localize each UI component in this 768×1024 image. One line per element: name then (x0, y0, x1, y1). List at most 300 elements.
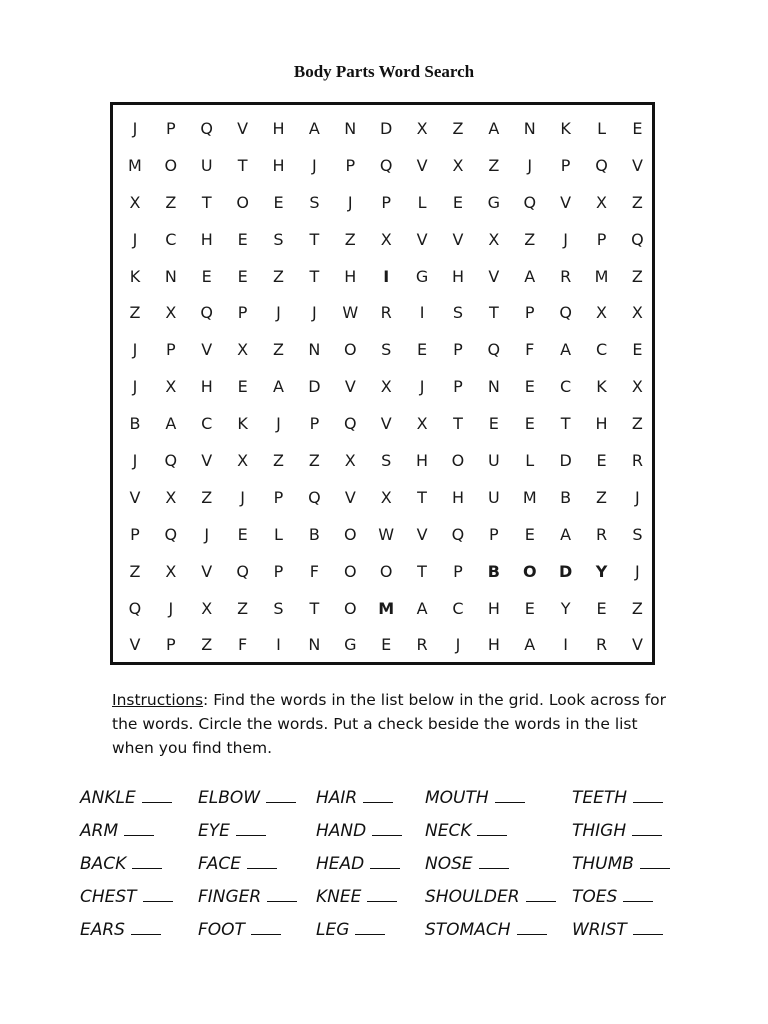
check-blank[interactable] (132, 854, 162, 869)
grid-letter[interactable]: X (165, 377, 177, 397)
grid-letter[interactable]: J (419, 377, 425, 397)
grid-letter[interactable]: Q (164, 450, 178, 470)
check-blank[interactable] (477, 821, 507, 836)
grid-letter[interactable]: P (453, 377, 463, 397)
check-blank[interactable] (355, 920, 385, 935)
grid-letter[interactable]: L (274, 524, 283, 544)
grid-letter[interactable]: F (309, 561, 319, 581)
grid-letter[interactable]: S (273, 598, 284, 618)
grid-letter[interactable]: Y (595, 561, 608, 581)
grid-letter[interactable]: H (200, 229, 213, 249)
word-list-item (572, 854, 670, 874)
grid-letter[interactable]: X (380, 487, 392, 507)
grid-letter[interactable]: R (380, 303, 392, 323)
check-blank[interactable] (142, 788, 172, 803)
grid-letter[interactable]: N (487, 377, 500, 397)
grid-letter[interactable]: E (596, 598, 607, 618)
grid-letter[interactable]: X (237, 340, 249, 360)
grid-letter[interactable]: H (200, 377, 213, 397)
grid-letter[interactable]: Z (201, 635, 213, 655)
grid-letter[interactable]: P (453, 340, 463, 360)
word-list-item (316, 821, 402, 841)
grid-letter[interactable]: H (451, 266, 464, 286)
grid-letter[interactable]: Q (595, 155, 608, 175)
grid-letter[interactable]: Z (524, 229, 536, 249)
grid-letter[interactable]: P (166, 118, 176, 138)
check-blank[interactable] (495, 788, 525, 803)
check-blank[interactable] (370, 854, 400, 869)
grid-letter[interactable]: X (237, 450, 249, 470)
grid-letter[interactable]: Q (128, 598, 142, 618)
grid-letter[interactable]: Z (308, 450, 320, 470)
grid-letter[interactable]: N (164, 266, 177, 286)
grid-letter[interactable]: J (635, 487, 640, 507)
grid-letter[interactable]: J (240, 487, 245, 507)
grid-letter[interactable]: X (165, 487, 177, 507)
grid-letter[interactable]: J (563, 229, 568, 249)
check-blank[interactable] (124, 821, 154, 836)
word-list-item (198, 788, 296, 808)
grid-letter[interactable]: H (487, 598, 500, 618)
grid-letter[interactable]: Z (631, 598, 643, 618)
grid-letter[interactable]: Z (452, 118, 464, 138)
grid-letter[interactable]: J (312, 303, 317, 323)
check-blank[interactable] (363, 788, 393, 803)
grid-letter[interactable]: Z (631, 192, 643, 212)
grid-letter[interactable]: A (524, 635, 536, 655)
check-blank[interactable] (266, 788, 296, 803)
grid-letter[interactable]: X (488, 229, 500, 249)
word-list-item (80, 920, 161, 940)
grid-letter[interactable]: R (416, 635, 428, 655)
grid-letter[interactable]: T (237, 155, 248, 175)
instructions-label: Instructions (112, 691, 204, 709)
grid-letter[interactable]: O (343, 598, 357, 618)
grid-letter[interactable]: P (130, 524, 140, 544)
grid-letter[interactable]: P (273, 561, 284, 581)
word-label: NOSE (425, 854, 473, 874)
grid-letter[interactable]: M (128, 155, 142, 175)
grid-letter[interactable]: E (524, 414, 535, 434)
grid-letter[interactable]: D (380, 118, 393, 138)
grid-letter[interactable]: I (563, 635, 568, 655)
grid-letter[interactable]: S (632, 524, 643, 544)
grid-letter[interactable]: B (129, 414, 141, 434)
grid-letter[interactable]: N (344, 118, 357, 138)
grid-letter[interactable]: E (524, 598, 535, 618)
grid-letter[interactable]: V (488, 266, 500, 286)
grid-letter[interactable]: P (381, 192, 391, 212)
grid-letter[interactable]: G (344, 635, 357, 655)
grid-letter[interactable]: Q (631, 229, 644, 249)
word-list-item (316, 920, 385, 940)
word-list-item (80, 887, 173, 907)
check-blank[interactable] (367, 887, 397, 902)
grid-letter[interactable]: E (381, 635, 392, 655)
grid-letter[interactable]: R (631, 450, 643, 470)
grid-letter[interactable]: C (201, 414, 213, 434)
word-label: FINGER (198, 887, 262, 907)
grid-letter[interactable]: Z (273, 340, 284, 360)
grid-letter[interactable]: H (416, 450, 429, 470)
grid-letter[interactable]: O (343, 524, 357, 544)
grid-letter[interactable]: E (417, 340, 428, 360)
word-list-item (316, 854, 400, 874)
grid-letter[interactable]: I (419, 303, 425, 323)
grid-letter[interactable]: J (635, 561, 640, 581)
grid-letter[interactable]: E (488, 414, 499, 434)
grid-letter[interactable]: H (487, 635, 500, 655)
word-list-item (80, 854, 162, 874)
grid-letter[interactable]: X (165, 303, 177, 323)
grid-letter[interactable]: E (632, 340, 643, 360)
grid-letter[interactable]: G (487, 192, 501, 212)
grid-letter[interactable]: V (237, 118, 249, 138)
grid-letter[interactable]: S (309, 192, 320, 212)
check-blank[interactable] (131, 920, 161, 935)
grid-letter[interactable]: P (489, 524, 499, 544)
grid-letter[interactable]: O (522, 561, 537, 581)
grid-letter[interactable]: A (308, 118, 320, 138)
grid-letter[interactable]: P (309, 414, 320, 434)
grid-letter[interactable]: E (452, 192, 464, 212)
grid-letter[interactable]: Z (596, 487, 607, 507)
grid-letter[interactable]: T (488, 303, 499, 323)
grid-letter[interactable]: A (165, 414, 177, 434)
grid-letter[interactable]: J (132, 340, 138, 360)
grid-letter[interactable]: T (309, 598, 320, 618)
grid-letter[interactable]: P (166, 340, 176, 360)
grid-letter[interactable]: X (380, 377, 392, 397)
grid-letter[interactable]: P (453, 561, 463, 581)
grid-letter[interactable]: V (416, 155, 428, 175)
word-label: LEG (316, 920, 350, 940)
grid-letter[interactable]: J (276, 303, 281, 323)
grid-letter[interactable]: C (452, 598, 464, 618)
word-label: BACK (80, 854, 127, 874)
check-blank[interactable] (236, 821, 266, 836)
word-label: EARS (80, 920, 125, 940)
grid-letter[interactable]: S (452, 303, 464, 323)
grid-letter[interactable]: P (166, 635, 176, 655)
grid-letter[interactable]: J (132, 118, 138, 138)
grid-letter[interactable]: P (273, 487, 284, 507)
grid-letter[interactable]: J (276, 414, 281, 434)
word-list-item (198, 887, 297, 907)
word-list-item (316, 788, 393, 808)
word-label: FOOT (198, 920, 245, 940)
grid-letter[interactable]: U (487, 487, 500, 507)
grid-letter[interactable]: K (129, 266, 141, 286)
word-label: ELBOW (198, 788, 261, 808)
word-label: TOES (572, 887, 618, 907)
word-list-item (425, 788, 525, 808)
grid-letter[interactable]: J (168, 598, 174, 618)
word-label: CHEST (80, 887, 137, 907)
grid-letter[interactable]: O (164, 155, 178, 175)
grid-letter[interactable]: X (596, 303, 607, 323)
check-blank[interactable] (633, 920, 663, 935)
word-label: MOUTH (425, 788, 489, 808)
grid-letter[interactable]: N (523, 118, 536, 138)
grid-letter[interactable]: E (237, 266, 248, 286)
grid-letter[interactable]: S (273, 229, 284, 249)
grid-letter[interactable]: D (308, 377, 321, 397)
word-label: STOMACH (425, 920, 511, 940)
grid-letter[interactable]: J (455, 635, 461, 655)
grid-letter[interactable]: X (344, 450, 356, 470)
grid-letter[interactable]: F (525, 340, 535, 360)
grid-letter[interactable]: Q (343, 414, 357, 434)
grid-letter[interactable]: Q (451, 524, 465, 544)
grid-letter[interactable]: V (344, 487, 356, 507)
grid-letter[interactable]: X (416, 414, 428, 434)
grid-letter[interactable]: V (452, 229, 464, 249)
grid-letter[interactable]: P (596, 229, 607, 249)
grid-letter[interactable]: S (381, 450, 392, 470)
grid-letter[interactable]: J (132, 450, 138, 470)
grid-letter[interactable]: V (560, 192, 572, 212)
grid-letter[interactable]: B (308, 524, 320, 544)
grid-letter[interactable]: T (201, 192, 212, 212)
grid-letter[interactable]: M (522, 487, 537, 507)
check-blank[interactable] (267, 887, 297, 902)
grid-letter[interactable]: S (381, 340, 392, 360)
word-list-item (198, 854, 277, 874)
grid-letter[interactable]: H (451, 487, 464, 507)
grid-letter[interactable]: Q (200, 303, 214, 323)
check-blank[interactable] (247, 854, 277, 869)
grid-letter[interactable]: R (560, 266, 572, 286)
grid-letter[interactable]: E (596, 450, 607, 470)
grid-letter[interactable]: E (273, 192, 284, 212)
word-label: EYE (198, 821, 230, 841)
grid-letter[interactable]: Z (344, 229, 356, 249)
grid-letter[interactable]: A (524, 266, 536, 286)
word-label: HAIR (316, 788, 358, 808)
grid-letter[interactable]: L (525, 450, 535, 470)
check-blank[interactable] (632, 821, 662, 836)
grid-letter[interactable]: J (132, 229, 138, 249)
grid-letter[interactable]: W (342, 303, 359, 323)
grid-letter[interactable]: W (378, 524, 395, 544)
word-label: HEAD (316, 854, 365, 874)
grid-letter[interactable]: T (309, 229, 320, 249)
grid-letter[interactable]: X (129, 192, 141, 212)
word-list-item (198, 821, 266, 841)
grid-letter[interactable]: H (595, 414, 608, 434)
grid-letter[interactable]: H (344, 266, 357, 286)
grid-letter[interactable]: O (451, 450, 465, 470)
grid-letter[interactable]: Q (379, 155, 393, 175)
grid-letter[interactable]: C (595, 340, 608, 360)
grid-letter[interactable]: K (560, 118, 571, 138)
grid-letter[interactable]: Z (273, 266, 284, 286)
grid-letter[interactable]: Q (236, 561, 249, 581)
grid-letter[interactable]: A (416, 598, 428, 618)
instructions-text: : Find the words in the list below in the grid. Look across for the words. Circle the words. Put a check beside the words in the list when you find them. (112, 691, 667, 757)
word-list-item (316, 887, 397, 907)
grid-letter[interactable]: Y (560, 598, 571, 618)
grid-letter[interactable]: V (416, 524, 428, 544)
grid-letter[interactable]: Q (523, 192, 537, 212)
grid-letter[interactable]: T (560, 414, 571, 434)
grid-letter[interactable]: Z (201, 487, 213, 507)
check-blank[interactable] (479, 854, 509, 869)
grid-letter[interactable]: X (201, 598, 213, 618)
grid-letter[interactable]: D (559, 450, 572, 470)
word-list-item (80, 821, 154, 841)
grid-letter[interactable]: P (524, 303, 535, 323)
check-blank[interactable] (633, 788, 663, 803)
grid-letter[interactable]: Q (308, 487, 321, 507)
grid-letter[interactable]: O (379, 561, 393, 581)
word-list-item (425, 887, 556, 907)
grid-letter[interactable]: Z (631, 414, 643, 434)
grid-letter[interactable]: X (596, 192, 607, 212)
word-list-item (572, 821, 662, 841)
grid-letter[interactable]: E (524, 524, 535, 544)
grid-letter[interactable]: E (201, 266, 212, 286)
grid-letter[interactable]: A (560, 340, 572, 360)
grid-letter[interactable]: R (595, 635, 608, 655)
grid-letter[interactable]: R (595, 524, 608, 544)
grid-letter[interactable]: L (417, 192, 427, 212)
check-blank[interactable] (372, 821, 402, 836)
grid-letter[interactable]: J (527, 155, 533, 175)
grid-letter[interactable]: C (560, 377, 572, 397)
check-blank[interactable] (143, 887, 173, 902)
grid-letter[interactable]: N (308, 340, 321, 360)
word-label: SHOULDER (425, 887, 520, 907)
grid-letter[interactable]: V (201, 340, 213, 360)
grid-letter[interactable]: L (597, 118, 606, 138)
grid-letter[interactable]: V (416, 229, 428, 249)
grid-letter[interactable]: M (594, 266, 609, 286)
grid-letter[interactable]: M (378, 598, 395, 618)
grid-letter[interactable]: P (237, 303, 248, 323)
word-list-item (572, 887, 653, 907)
grid-letter[interactable]: J (132, 377, 138, 397)
grid-letter[interactable]: B (487, 561, 500, 581)
grid-letter[interactable]: O (343, 340, 357, 360)
grid-letter[interactable]: A (273, 377, 284, 397)
grid-letter[interactable]: X (631, 377, 643, 397)
grid-letter[interactable]: A (488, 118, 500, 138)
grid-letter[interactable]: V (631, 635, 643, 655)
grid-letter[interactable]: U (200, 155, 213, 175)
grid-letter[interactable]: T (309, 266, 320, 286)
grid-letter[interactable]: T (417, 487, 427, 507)
grid-letter[interactable]: V (129, 487, 141, 507)
grid-letter[interactable]: E (237, 524, 248, 544)
word-label: NECK (425, 821, 472, 841)
grid-letter[interactable]: K (596, 377, 607, 397)
check-blank[interactable] (640, 854, 670, 869)
grid-letter[interactable]: Z (129, 303, 141, 323)
grid-letter[interactable]: O (343, 561, 357, 581)
grid-letter[interactable]: V (631, 155, 643, 175)
grid-letter[interactable]: Z (631, 266, 643, 286)
grid-letter[interactable]: Z (165, 192, 177, 212)
grid-letter[interactable]: A (560, 524, 572, 544)
grid-letter[interactable]: E (632, 118, 643, 138)
grid-letter[interactable]: V (380, 414, 392, 434)
grid-letter[interactable]: Z (129, 561, 141, 581)
grid-letter[interactable]: K (237, 414, 248, 434)
grid-letter[interactable]: Z (273, 450, 284, 470)
letter-grid (117, 110, 655, 663)
grid-letter[interactable]: V (201, 450, 213, 470)
word-list-item (572, 920, 663, 940)
grid-letter[interactable]: P (345, 155, 356, 175)
grid-letter[interactable]: Q (200, 118, 214, 138)
grid-letter[interactable]: Z (237, 598, 249, 618)
word-label: ARM (80, 821, 119, 841)
check-blank[interactable] (526, 887, 556, 902)
grid-letter[interactable]: H (272, 155, 285, 175)
grid-letter[interactable]: D (558, 561, 573, 581)
grid-letter[interactable]: T (417, 561, 427, 581)
check-blank[interactable] (623, 887, 653, 902)
word-label: THIGH (572, 821, 627, 841)
word-list-item (198, 920, 281, 940)
grid-letter[interactable]: I (383, 266, 390, 286)
grid-letter[interactable]: X (416, 118, 428, 138)
grid-letter[interactable]: O (236, 192, 249, 212)
grid-letter[interactable]: C (165, 229, 177, 249)
grid-letter[interactable]: V (344, 377, 356, 397)
grid-letter[interactable]: J (347, 192, 353, 212)
grid-letter[interactable]: X (631, 303, 643, 323)
word-label: WRIST (572, 920, 627, 940)
grid-letter[interactable]: Q (487, 340, 501, 360)
grid-letter[interactable]: E (524, 377, 535, 397)
grid-letter[interactable]: G (415, 266, 429, 286)
grid-letter[interactable]: V (201, 561, 213, 581)
grid-letter[interactable]: X (380, 229, 392, 249)
grid-letter[interactable]: E (237, 229, 248, 249)
grid-letter[interactable]: I (276, 635, 281, 655)
grid-letter[interactable]: T (453, 414, 463, 434)
grid-letter[interactable]: E (237, 377, 248, 397)
word-label: HAND (316, 821, 367, 841)
grid-letter[interactable]: P (560, 155, 571, 175)
word-list-item (425, 920, 547, 940)
word-label: FACE (198, 854, 242, 874)
grid-letter[interactable]: X (165, 561, 177, 581)
check-blank[interactable] (251, 920, 281, 935)
word-search-grid (110, 102, 655, 665)
grid-letter[interactable]: Q (559, 303, 572, 323)
word-label: THUMB (572, 854, 634, 874)
grid-letter[interactable]: X (452, 155, 464, 175)
grid-letter[interactable]: V (129, 635, 141, 655)
word-label: ANKLE (80, 788, 136, 808)
grid-letter[interactable]: H (272, 118, 285, 138)
grid-letter[interactable]: Z (488, 155, 500, 175)
grid-letter[interactable]: J (312, 155, 317, 175)
grid-letter[interactable]: Q (164, 524, 178, 544)
word-list-item (425, 854, 509, 874)
grid-letter[interactable]: U (487, 450, 500, 470)
grid-letter[interactable]: F (238, 635, 248, 655)
grid-letter[interactable]: N (308, 635, 321, 655)
grid-letter[interactable]: B (560, 487, 572, 507)
word-list-item (425, 821, 507, 841)
grid-letter[interactable]: J (204, 524, 210, 544)
check-blank[interactable] (517, 920, 547, 935)
